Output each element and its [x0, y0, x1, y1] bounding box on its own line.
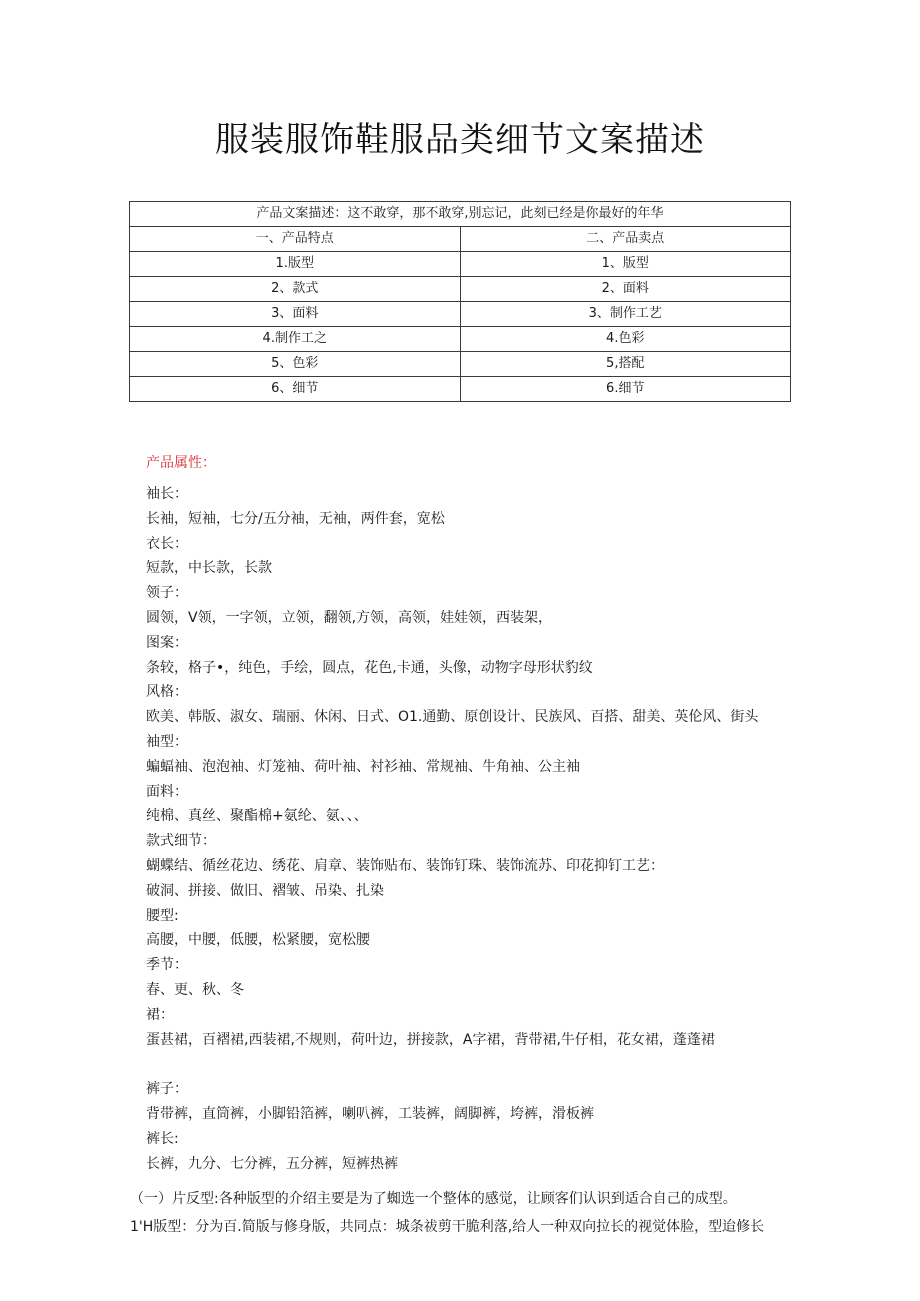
table-header-row — [130, 202, 791, 227]
table-row — [130, 252, 791, 277]
attribute-label: 裙： — [146, 1006, 174, 1023]
selling-point-cell: 1、版型 — [460, 252, 791, 277]
feature-cell: 4.制作工之 — [130, 327, 461, 352]
document-title: 服装服饰鞋服品类细节文案描述 — [215, 120, 705, 160]
feature-cell: 6、细节 — [130, 377, 461, 402]
feature-cell: 5、色彩 — [130, 352, 461, 377]
attribute-label: 领子： — [146, 585, 188, 602]
feature-cell: 1.版型 — [130, 252, 461, 277]
attribute-label: 袖型： — [146, 733, 188, 750]
attribute-label: 裤长: — [146, 1130, 179, 1147]
attribute-values: 欧美、韩版、淑女、瑞丽、休闲、日式、O1.通勤、原创设计、民族风、百搭、甜美、英伦风、街头 — [146, 709, 759, 726]
table-row — [130, 377, 791, 402]
attribute-label: 衣长： — [146, 535, 188, 552]
attribute-values: 蝙蝠袖、泡泡袖、灯笼袖、荷叶袖、衬衫袖、常规袖、牛角袖、公主袖 — [146, 758, 580, 775]
attributes-list — [146, 482, 806, 1176]
attribute-label: 风格： — [146, 684, 188, 701]
attribute-label: 腰型: — [146, 907, 179, 924]
attribute-label: 袖长： — [146, 486, 188, 502]
paragraph-h-fit: 1'H版型：分为百.简版与修身版，共同点：城条祓剪干脆利落,给人一种双向拉长的视觉体脸，型迨修长 — [130, 1219, 765, 1235]
table-header-cell: 产品文案描述：这不敢穿，那不敢穿,别忘记，此刻已经是你最好的年华 — [130, 202, 791, 227]
selling-point-cell: 3、制作工艺 — [460, 302, 791, 327]
attribute-values: 背带裤，直筒裤，小脚铅箔裤，喇叭裤，工装裤，阔脚裤，垮裤，滑板裤 — [146, 1105, 594, 1122]
table-column-row — [130, 227, 791, 252]
selling-point-cell: 2、面料 — [460, 277, 791, 302]
attribute-label: 款式细节： — [146, 833, 216, 850]
selling-point-cell: 6.细节 — [460, 377, 791, 402]
table-row — [130, 327, 791, 352]
attribute-values: 长裤，九分、七分裤，五分裤，短裤热裤 — [146, 1155, 398, 1172]
table-row — [130, 352, 791, 377]
attribute-label: 季节： — [146, 957, 188, 974]
attribute-spacer — [146, 1052, 806, 1077]
attribute-label: 面料： — [146, 783, 188, 800]
attribute-values: 短款，中长款，长款 — [146, 560, 272, 577]
paragraph-fit-intro: （一）片反型:各种版型的介绍主要是为了蜘选一个整体的感觉，让顾客们认识到适合自己的成型。 — [130, 1191, 737, 1207]
column-features: 一、产品特点 — [130, 227, 461, 252]
attribute-label: 裤子： — [146, 1081, 188, 1098]
attribute-label: 图案： — [146, 634, 188, 651]
selling-point-cell: 4.色彩 — [460, 327, 791, 352]
table-row — [130, 302, 791, 327]
feature-cell: 3、面料 — [130, 302, 461, 327]
attribute-values: 长袖，短袖，七分/五分袖，无袖，两件套，宽松 — [146, 510, 445, 527]
table-row — [130, 277, 791, 302]
product-spec-table — [129, 201, 791, 402]
attribute-values: 纯棉、真丝、聚酯棉+氨纶、氨、、、 — [146, 808, 368, 825]
attribute-values: 圆领，V领，一字领，立领，翻领,方领，高领，娃娃领，西装架， — [146, 609, 553, 626]
attribute-values: 蛋甚裙，百褶裙,西装裙,不规则，荷叶边，拼接款，A字裙，背带裙,牛仔相，花女裙，蓬蓬裙 — [146, 1031, 715, 1048]
attribute-label: 蝴蝶结、循丝花边、绣花、肩章、装饰贴布、装饰钉珠、装饰流苏、印花抑钉工艺： — [146, 857, 664, 874]
attribute-values: 破洞、拼接、做旧、褶皱、吊染、扎染 — [146, 882, 384, 899]
feature-cell: 2、款式 — [130, 277, 461, 302]
attributes-heading: 产品属性： — [146, 455, 216, 471]
column-selling-points: 二、产品卖点 — [460, 227, 791, 252]
selling-point-cell: 5,搭配 — [460, 352, 791, 377]
attribute-values: 春、更、秋、冬 — [146, 981, 244, 998]
attribute-values: 高腰，中腰，低腰，松紧腰，宽松腰 — [146, 932, 370, 949]
attribute-values: 条较，格子•，纯色，手绘，圆点，花色,卡通，头像，动物字母形状豹纹 — [146, 659, 593, 676]
